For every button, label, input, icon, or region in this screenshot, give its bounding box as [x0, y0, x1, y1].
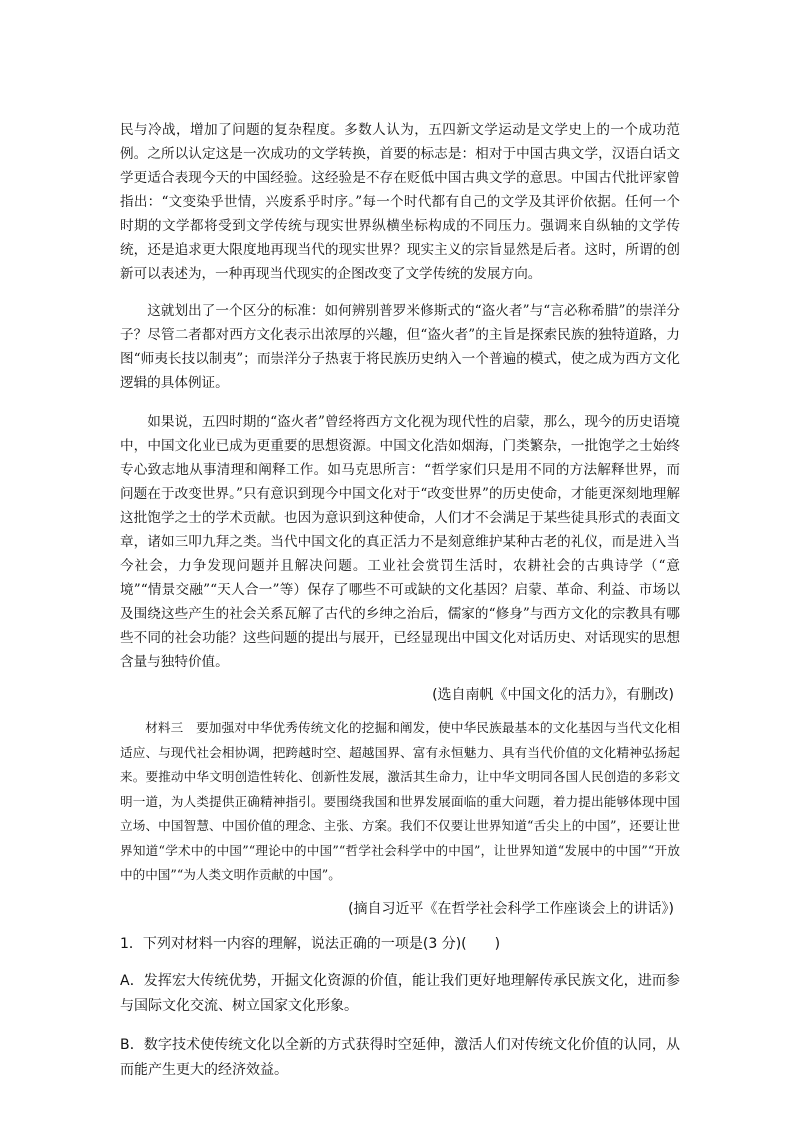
- option-a: A．发挥宏大传统优势，开掘文化资源的价值，能让我们更好地理解传承民族文化，进而参与国际文化交流、树立国家文化形象。: [120, 972, 680, 1014]
- material-three: 材料三 要加强对中华优秀传统文化的挖掘和阐发，使中华民族最基本的文化基因与当代文化相适应、与现代社会相协调，把跨越时空、超越国界、富有永恒魅力、具有当代价值的文化精神弘扬起来。要推动中华文明创造性转化、创新性发展，激活其生命力，让中华文明同各国人民创造的多彩文明一道，为人类提供正确精神指引。要围绕我国和世界发展面临的重大问题，着力提出能够体现中国立场、中国智慧、中国价值的理念、主张、方案。我们不仅要让世界知道“舌尖上的中国”，还要让世界知道“学术中的中国”“理论中的中国”“哲学社会科学中的中国”，让世界知道“发展中的中国”“开放中的中国”“为人类文明作贡献的中国”。: [120, 720, 680, 882]
- question-1: 1．下列对材料一内容的理解，说法正确的一项是(3 分)( ): [120, 935, 501, 952]
- paragraph-torchbearer: 这就划出了一个区分的标准：如何辨别普罗米修斯式的“盗火者”与“言必称希腊”的崇洋分子？尽管二者都对西方文化表示出浓厚的兴趣，但“盗火者”的主旨是探索民族的独特道路，力图“师夷长技以制夷”；而崇洋分子热衷于将民族历史纳入一个普遍的模式，使之成为西方文化逻辑的具体例证。: [120, 303, 680, 391]
- source-citation-nanfan: (选自南帆《中国文化的活力》，有删改): [432, 687, 674, 703]
- paragraph-chinese-culture: 如果说，五四时期的“盗火者”曾经将西方文化视为现代性的启蒙，那么，现今的历史语境中，中国文化业已成为更重要的思想资源。中国文化浩如烟海，门类繁杂，一批饱学之士始终专心致志地从事清理和阐释工作。如马克思所言：“哲学家们只是用不同的方法解释世界，而问题在于改变世界。”只有意识到现今中国文化对于“改变世界”的历史使命，才能更深刻地理解这批饱学之士的学术贡献。也因为意识到这种使命，人们才不会满足于某些徒具形式的表面文章，诸如三叩九拜之类。当代中国文化的真正活力不是刻意维护某种古老的礼仪，而是进入当今社会，力争发现问题并且解决问题。工业社会赏罚生活时，农耕社会的古典诗学（“意境”“情景交融”“天人合一”等）保存了哪些不可或缺的文化基因？启蒙、革命、利益、市场以及围绕这些产生的社会关系瓦解了古代的乡绅之治后，儒家的“修身”与西方文化的宗教具有哪些不同的社会功能？这些问题的提出与展开，已经显现出中国文化对话历史、对话现实的思想含量与独特价值。: [120, 414, 680, 670]
- paragraph-continuation: 民与冷战，增加了问题的复杂程度。多数人认为，五四新文学运动是文学史上的一个成功范例。之所以认定这是一次成功的文学转换，首要的标志是：相对于中国古典文学，汉语白话文学更适合表现今天的中国经验。这经验是不存在贬低中国古典文学的意思。中国古代批评家曾指出：“文变染乎世情，兴废系乎时序。”每一个时代都有自己的文学及其评价依据。任何一个时期的文学都将受到文学传统与现实世界纵横坐标构成的不同压力。强调来自纵轴的文学传统，还是追求更大限度地再现当代的现实世界？现实主义的宗旨显然是后者。这时，所谓的创新可以表述为，一种再现当代现实的企图改变了文学传统的发展方向。: [120, 122, 680, 282]
- option-b: B．数字技术使传统文化以全新的方式获得时空延伸，激活人们对传统文化价值的认同，从而能产生更大的经济效益。: [120, 1036, 680, 1078]
- source-citation-speech: (摘自习近平《在哲学社会科学工作座谈会上的讲话》): [348, 900, 674, 917]
- document-page: [120, 118, 680, 1083]
